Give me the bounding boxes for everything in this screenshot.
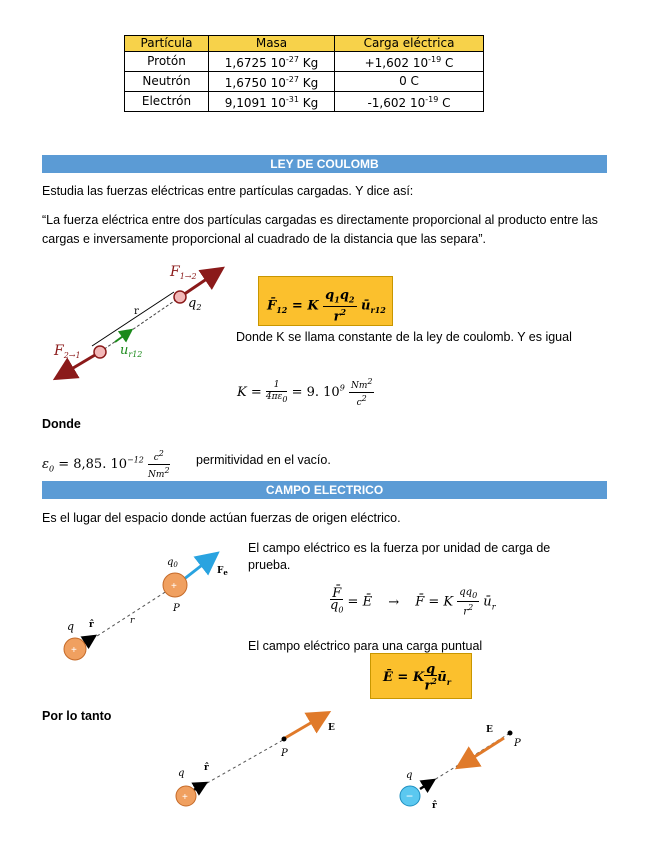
separation-line (100, 297, 180, 352)
donde-label: Donde (42, 417, 81, 431)
campo-definition: El campo eléctrico es la fuerza por unidad de carga de prueba. (248, 541, 551, 572)
svg-text:q: q (406, 770, 413, 781)
campo-puntual: El campo eléctrico para una carga puntual (248, 639, 483, 653)
svg-text:+: + (71, 645, 77, 656)
field-formula: $\frac{F̄}{q_0}$ = Ē → F̄ = K $\frac{qq_0}{r^2}$ $ū_r$ (330, 586, 496, 618)
unit-vector-arrow (115, 331, 130, 342)
svg-text:P: P (173, 603, 180, 614)
particle-mass: 1,6725 $10^{-27}$ Kg (209, 52, 335, 72)
column-header: Carga eléctrica (335, 36, 484, 52)
svg-text:q2: $q_2$ (188, 296, 202, 312)
table-row (125, 92, 484, 112)
k-formula: K = $\frac{1}{4\pi\varepsilon_0}$ = 9. $10^9$ $\frac{Nm^2}{c^2}$ (237, 377, 373, 408)
coulomb-intro: Estudia las fuerzas eléctricas entre partículas cargadas. Y dice así: (42, 184, 414, 198)
coulomb-diagram (50, 262, 235, 382)
svg-text:E: E (486, 725, 493, 735)
particle-charge: +1,602 $10^{-19}$ C (335, 52, 484, 72)
particle-table (124, 35, 484, 112)
svg-text:r: r (130, 616, 135, 626)
point-charge-formula-box: Ē = K $\frac{q}{r^2}$ $ū_r$ (370, 653, 472, 699)
section-heading-coulomb: LEY DE COULOMB (42, 155, 607, 173)
svg-text:ur12: $u_{r12}$ (120, 343, 143, 359)
field-arrow (285, 714, 326, 738)
svg-text:+: + (182, 792, 188, 803)
negative-charge-field-diagram (388, 718, 528, 813)
svg-text:F2→1: $F_{2\to 1}$ (54, 343, 81, 360)
point-p (282, 737, 287, 742)
charge-q1 (94, 346, 106, 358)
svg-text:Fe: $F_e$ (217, 566, 228, 577)
particle-charge: 0 C (335, 72, 484, 92)
por-lo-tanto: Por lo tanto (42, 709, 112, 723)
column-header: Partícula (125, 36, 209, 52)
particle-mass: 9,1091 $10^{-31}$ Kg (209, 92, 335, 112)
charge-q2 (174, 291, 186, 303)
k-description: Donde K se llama constante de la ley de coulomb. Y es igual (236, 330, 572, 344)
particle-name: Protón (125, 52, 209, 72)
svg-text:r̂: r̂ (204, 763, 209, 773)
table-row (125, 52, 484, 72)
particle-mass: 1,6750 $10^{-27}$ Kg (209, 72, 335, 92)
point-p (508, 731, 513, 736)
unit-vector-arrow (420, 780, 434, 789)
coulomb-formula-box: $F̄_{12} = K$ $\frac{q_1q_2}{r^2}$ $ū_{r12}$ (258, 276, 393, 326)
svg-text:r̂: r̂ (432, 801, 437, 811)
section-heading-campo: CAMPO ELECTRICO (42, 481, 607, 499)
svg-text:−: − (406, 789, 414, 803)
coulomb-quote: “La fuerza eléctrica entre dos partículas cargadas es directamente proporcional al producto entre las cargas e inversamente proporcional al cuadrado de la distancia que las separa”. (42, 213, 598, 246)
field-arrow (460, 738, 504, 766)
svg-text:+: + (171, 581, 177, 592)
svg-text:q: q (67, 620, 75, 633)
svg-text:P: P (281, 748, 288, 759)
field-diagram (55, 545, 245, 665)
epsilon-description: permitividad en el vacío. (196, 453, 331, 467)
column-header: Masa (209, 36, 335, 52)
svg-text:F1→2: $F_{1\to 2}$ (170, 264, 197, 281)
particle-name: Neutrón (125, 72, 209, 92)
epsilon-formula: $\varepsilon_0 = 8,85$. $10^{-12}$ $\frac{c^2}{Nm^2}$ (42, 449, 170, 480)
particle-name: Electrón (125, 92, 209, 112)
table-header-row (125, 36, 484, 52)
particle-charge: -1,602 $10^{-19}$ C (335, 92, 484, 112)
distance-line (92, 292, 174, 346)
svg-text:q0: $q_0$ (167, 557, 178, 569)
svg-text:E: E (328, 723, 335, 733)
svg-text:P: P (514, 738, 521, 749)
positive-charge-field-diagram (168, 700, 348, 810)
svg-text:r: r (134, 306, 139, 317)
svg-text:r̂: r̂ (89, 620, 94, 630)
campo-intro: Es el lugar del espacio donde actúan fuerzas de origen eléctrico. (42, 511, 401, 525)
svg-text:q: q (178, 768, 185, 779)
table-row (125, 72, 484, 92)
